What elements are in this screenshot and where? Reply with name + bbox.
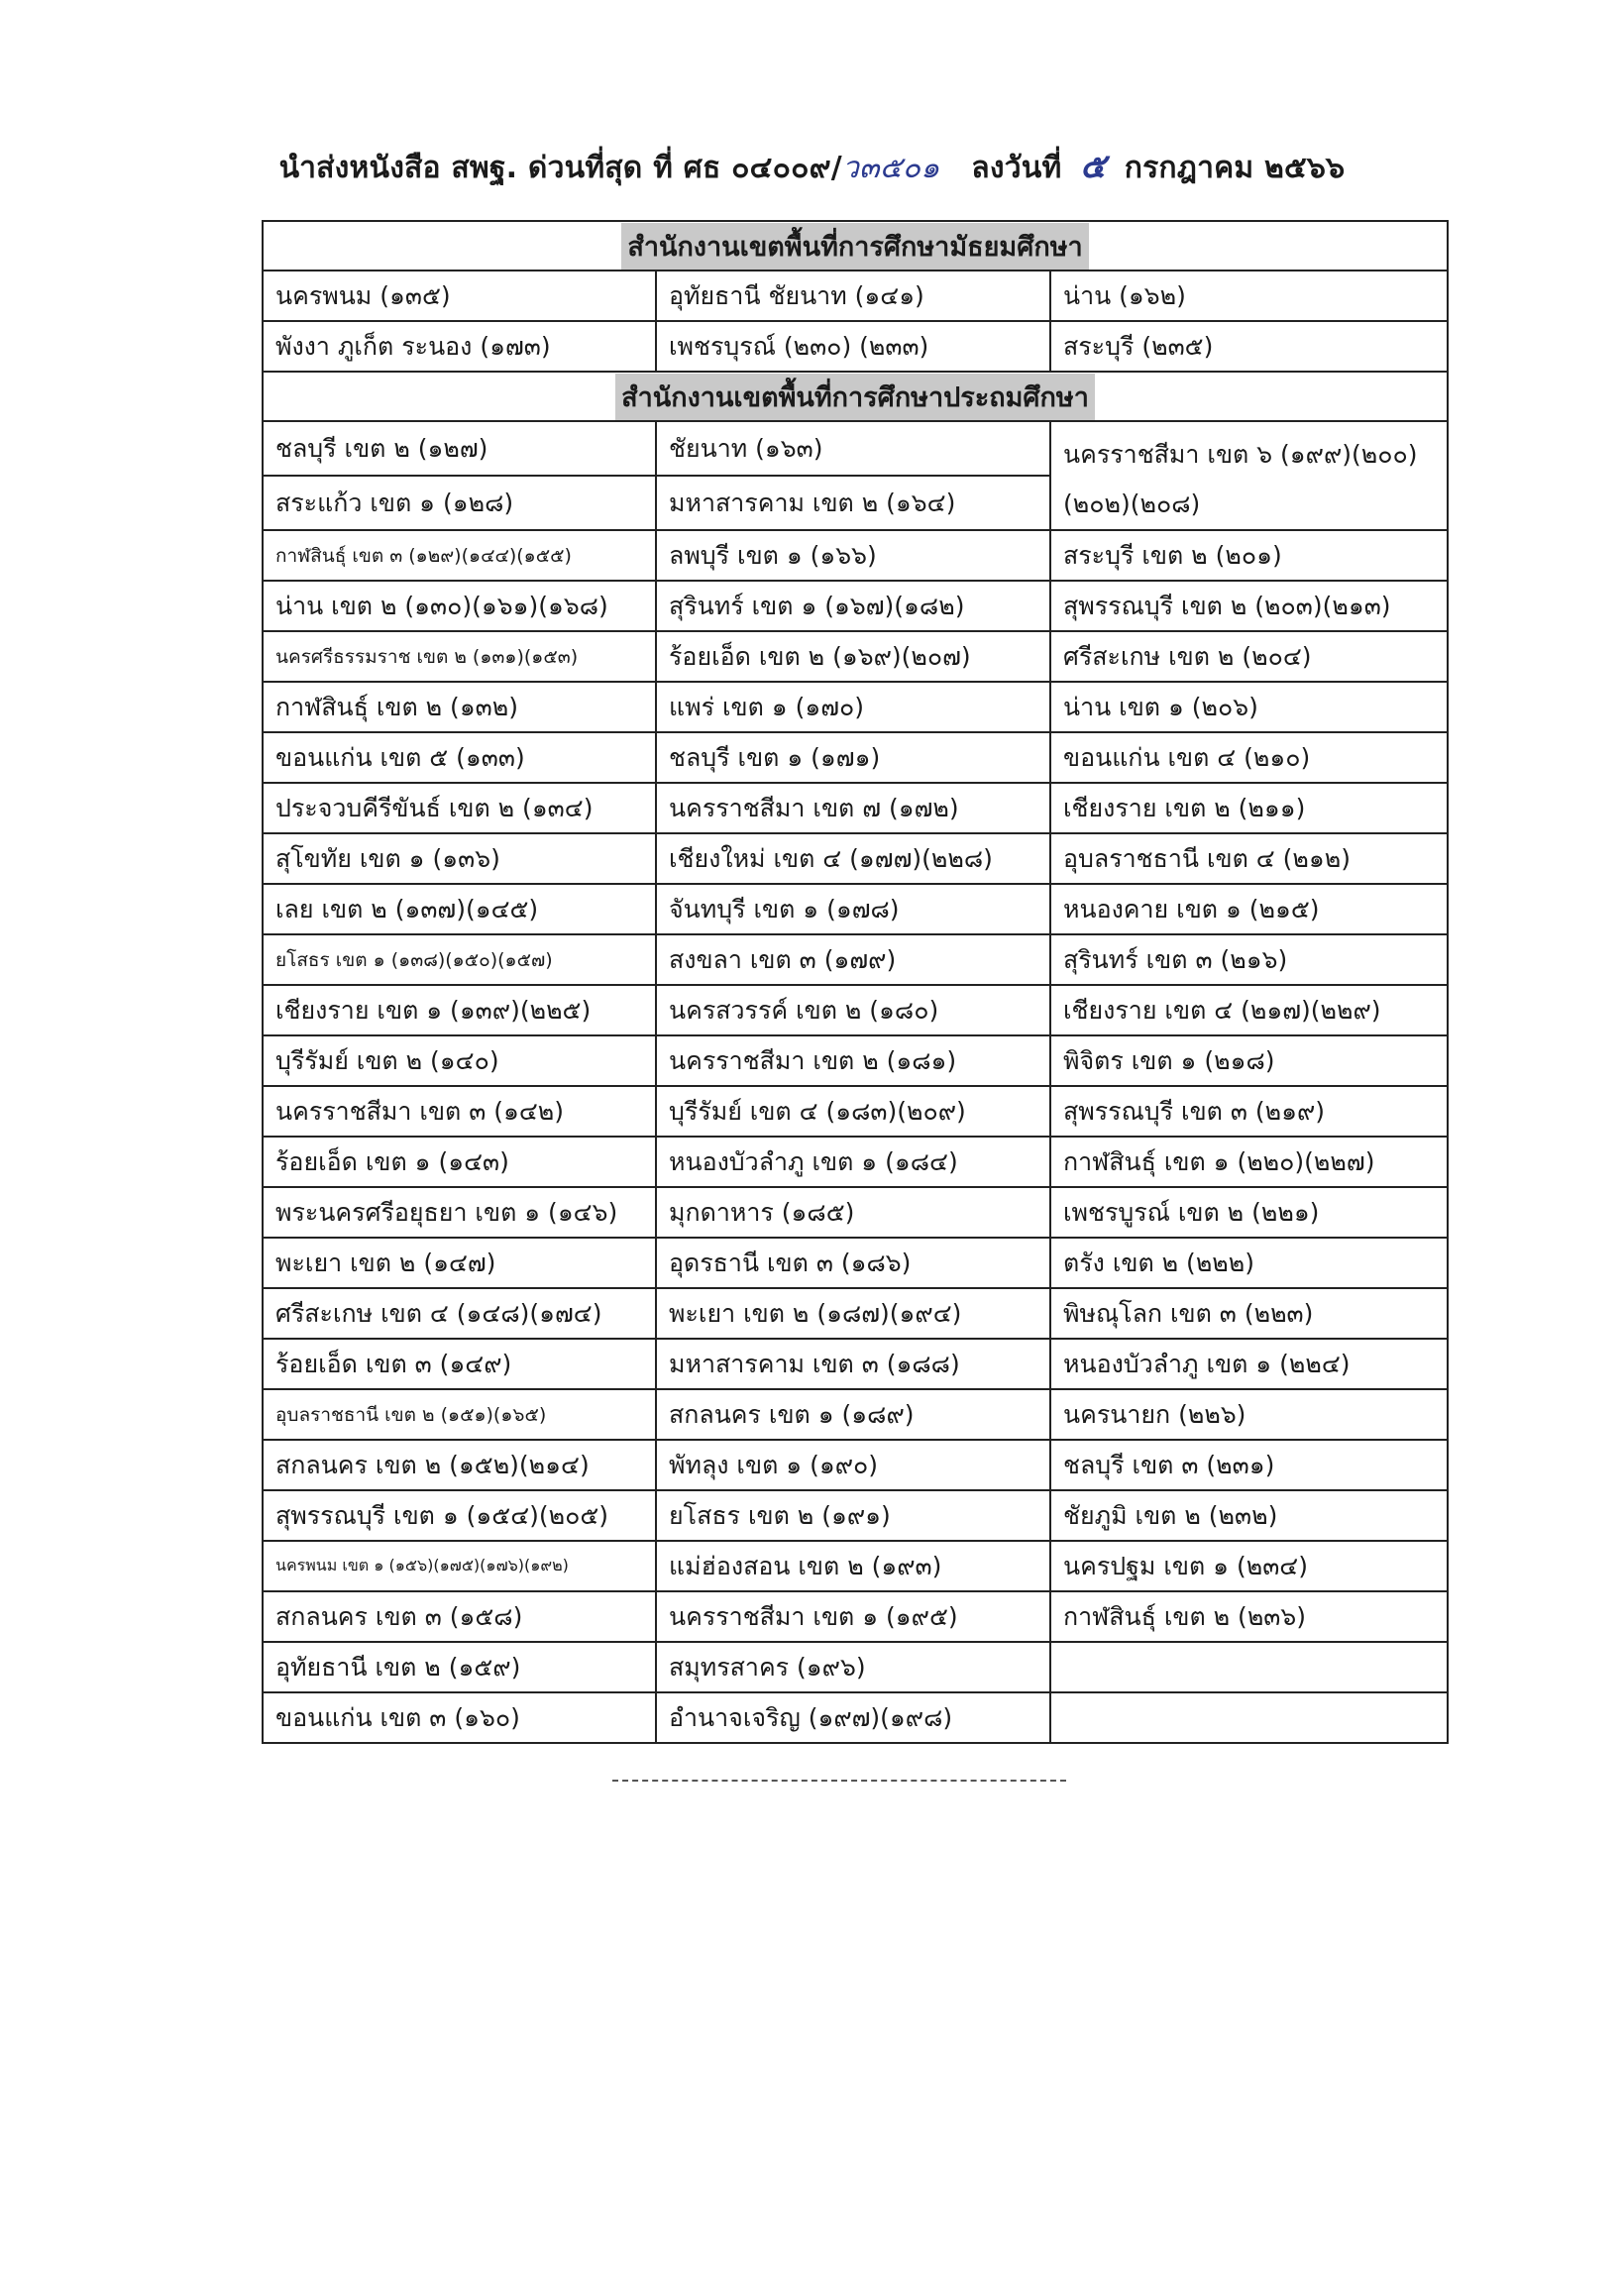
table-cell: เชียงราย เขต ๔ (๒๑๗)(๒๒๙)	[1050, 985, 1448, 1035]
table-cell: สุพรรณบุรี เขต ๑ (๑๕๔)(๒๐๕)	[263, 1490, 656, 1541]
table-row	[263, 1692, 1448, 1743]
table-cell: น่าน เขต ๒ (๑๓๐)(๑๖๑)(๑๖๘)	[263, 581, 656, 631]
table-cell: ชลบุรี เขต ๑ (๑๗๑)	[656, 732, 1050, 783]
table-row	[263, 631, 1448, 682]
table-row	[263, 1541, 1448, 1591]
table-cell: ศรีสะเกษ เขต ๒ (๒๐๔)	[1050, 631, 1448, 682]
table-cell: สุรินทร์ เขต ๑ (๑๖๗)(๑๘๒)	[656, 581, 1050, 631]
table-cell: นครสวรรค์ เขต ๒ (๑๘๐)	[656, 985, 1050, 1035]
table-cell: นครราชสีมา เขต ๓ (๑๔๒)	[263, 1086, 656, 1137]
table-cell: ตรัง เขต ๒ (๒๒๒)	[1050, 1238, 1448, 1288]
title-prefix: นำส่งหนังสือ สพฐ. ด่วนที่สุด ที่ ศธ ๐๔๐๐๙/	[278, 151, 842, 185]
table-row	[263, 1339, 1448, 1389]
table-cell: เชียงราย เขต ๑ (๑๓๙)(๒๒๕)	[263, 985, 656, 1035]
table-cell: พิษณุโลก เขต ๓ (๒๒๓)	[1050, 1288, 1448, 1339]
table-row	[263, 732, 1448, 783]
table-cell: ชลบุรี เขต ๓ (๒๓๑)	[1050, 1440, 1448, 1490]
table-cell: กาฬสินธุ์ เขต ๒ (๒๓๖)	[1050, 1591, 1448, 1642]
table-row	[263, 421, 1448, 476]
table-cell: บุรีรัมย์ เขต ๔ (๑๘๓)(๒๐๙)	[656, 1086, 1050, 1137]
table-cell: เพชรบูรณ์ เขต ๒ (๒๒๑)	[1050, 1187, 1448, 1238]
table-cell: ยโสธร เขต ๒ (๑๙๑)	[656, 1490, 1050, 1541]
table-cell: นครนายก (๒๒๖)	[1050, 1389, 1448, 1440]
table-row	[263, 1642, 1448, 1692]
table-row	[263, 530, 1448, 581]
dashed-divider	[612, 1780, 1066, 1782]
table-row	[263, 271, 1448, 321]
date-label: ลงวันที่	[971, 151, 1062, 185]
table-cell	[1050, 1642, 1448, 1692]
table-cell: สกลนคร เขต ๓ (๑๕๘)	[263, 1591, 656, 1642]
table-cell: แพร่ เขต ๑ (๑๗๐)	[656, 682, 1050, 732]
table-row	[263, 682, 1448, 732]
table-cell: พะเยา เขต ๒ (๑๘๗)(๑๙๔)	[656, 1288, 1050, 1339]
table-cell: นครราชสีมา เขต ๗ (๑๗๒)	[656, 783, 1050, 833]
table-cell: พังงา ภูเก็ต ระนอง (๑๗๓)	[263, 321, 656, 372]
table-cell: อุบลราชธานี เขต ๔ (๒๑๒)	[1050, 833, 1448, 884]
table-row	[263, 321, 1448, 372]
table-row	[263, 1490, 1448, 1541]
table-cell	[1050, 1692, 1448, 1743]
table-cell: ร้อยเอ็ด เขต ๓ (๑๔๙)	[263, 1339, 656, 1389]
primary-body	[263, 530, 1448, 1743]
table-cell: สระบุรี เขต ๒ (๒๐๑)	[1050, 530, 1448, 581]
table-cell: เพชรบุรณ์ (๒๓๐) (๒๓๓)	[656, 321, 1050, 372]
table-cell: สกลนคร เขต ๒ (๑๕๒)(๒๑๔)	[263, 1440, 656, 1490]
table-cell: ยโสธร เขต ๑ (๑๓๘)(๑๕๐)(๑๕๗)	[263, 934, 656, 985]
table-cell: จันทบุรี เขต ๑ (๑๗๘)	[656, 884, 1050, 934]
table-row	[263, 1440, 1448, 1490]
table-row	[263, 783, 1448, 833]
table-cell: ศรีสะเกษ เขต ๔ (๑๔๘)(๑๗๔)	[263, 1288, 656, 1339]
table-cell: นครพนม เขต ๑ (๑๕๖)(๑๗๕)(๑๗๖)(๑๙๒)	[263, 1541, 656, 1591]
table-cell: ลพบุรี เขต ๑ (๑๖๖)	[656, 530, 1050, 581]
table-cell: ชัยนาท (๑๖๓)	[656, 421, 1050, 476]
table-cell: สงขลา เขต ๓ (๑๗๙)	[656, 934, 1050, 985]
table-cell: พิจิตร เขต ๑ (๒๑๘)	[1050, 1035, 1448, 1086]
table-row	[263, 1187, 1448, 1238]
secondary-heading-cell	[263, 221, 1448, 271]
table-row	[263, 581, 1448, 631]
table-cell: ประจวบคีรีขันธ์ เขต ๒ (๑๓๔)	[263, 783, 656, 833]
table-cell: สุพรรณบุรี เขต ๒ (๒๐๓)(๒๑๓)	[1050, 581, 1448, 631]
table-cell: หนองคาย เขต ๑ (๒๑๕)	[1050, 884, 1448, 934]
table-cell: ร้อยเอ็ด เขต ๑ (๑๔๓)	[263, 1137, 656, 1187]
table-cell: อุทัยธานี ชัยนาท (๑๔๑)	[656, 271, 1050, 321]
table-cell: นครพนม (๑๓๕)	[263, 271, 656, 321]
table-row	[263, 934, 1448, 985]
table-cell: สุพรรณบุรี เขต ๓ (๒๑๙)	[1050, 1086, 1448, 1137]
table-row	[263, 833, 1448, 884]
table-cell: พัทลุง เขต ๑ (๑๙๐)	[656, 1440, 1050, 1490]
table-cell: ชลบุรี เขต ๒ (๑๒๗)	[263, 421, 656, 476]
table-cell: สุโขทัย เขต ๑ (๑๓๖)	[263, 833, 656, 884]
table-cell: พระนครศรีอยุธยา เขต ๑ (๑๔๖)	[263, 1187, 656, 1238]
table-cell: สระแก้ว เขต ๑ (๑๒๘)	[263, 476, 656, 530]
primary-heading: สำนักงานเขตพื้นที่การศึกษาประถมศึกษา	[615, 374, 1095, 420]
table-cell: สระบุรี (๒๓๕)	[1050, 321, 1448, 372]
table-cell: อุบลราชธานี เขต ๒ (๑๕๑)(๑๖๕)	[263, 1389, 656, 1440]
table-row	[263, 1238, 1448, 1288]
table-cell: ขอนแก่น เขต ๓ (๑๖๐)	[263, 1692, 656, 1743]
table-row	[263, 1389, 1448, 1440]
table-cell: เชียงใหม่ เขต ๔ (๑๗๗)(๒๒๘)	[656, 833, 1050, 884]
table-cell: อำนาจเจริญ (๑๙๗)(๑๙๘)	[656, 1692, 1050, 1743]
distribution-table	[262, 220, 1449, 1744]
secondary-heading: สำนักงานเขตพื้นที่การศึกษามัธยมศึกษา	[621, 223, 1088, 270]
table-row	[263, 1086, 1448, 1137]
table-cell: เลย เขต ๒ (๑๓๗)(๑๔๕)	[263, 884, 656, 934]
table-cell: กาฬสินธุ์ เขต ๓ (๑๒๙)(๑๔๔)(๑๕๕)	[263, 530, 656, 581]
table-cell: เชียงราย เขต ๒ (๒๑๑)	[1050, 783, 1448, 833]
table-cell: บุรีรัมย์ เขต ๒ (๑๔๐)	[263, 1035, 656, 1086]
table-cell: มหาสารคาม เขต ๓ (๑๘๘)	[656, 1339, 1050, 1389]
table-row	[263, 1288, 1448, 1339]
table-cell: สกลนคร เขต ๑ (๑๘๙)	[656, 1389, 1050, 1440]
table-cell: มุกดาหาร (๑๘๕)	[656, 1187, 1050, 1238]
table-cell: หนองบัวลำภู เขต ๑ (๑๘๔)	[656, 1137, 1050, 1187]
table-cell: ขอนแก่น เขต ๔ (๒๑๐)	[1050, 732, 1448, 783]
table-cell: พะเยา เขต ๒ (๑๔๗)	[263, 1238, 656, 1288]
table-cell: มหาสารคาม เขต ๒ (๑๖๔)	[656, 476, 1050, 530]
table-cell: แม่ฮ่องสอน เขต ๒ (๑๙๓)	[656, 1541, 1050, 1591]
table-row	[263, 1137, 1448, 1187]
table-cell: ชัยภูมิ เขต ๒ (๒๓๒)	[1050, 1490, 1448, 1541]
table-cell: หนองบัวลำภู เขต ๑ (๒๒๔)	[1050, 1339, 1448, 1389]
table-cell: น่าน เขต ๑ (๒๐๖)	[1050, 682, 1448, 732]
table-cell: น่าน (๑๖๒)	[1050, 271, 1448, 321]
section-header-row	[263, 221, 1448, 271]
table-row	[263, 884, 1448, 934]
table-cell: กาฬสินธุ์ เขต ๒ (๑๓๒)	[263, 682, 656, 732]
table-cell: ร้อยเอ็ด เขต ๒ (๑๖๙)(๒๐๗)	[656, 631, 1050, 682]
merged-cell: นครราชสีมา เขต ๖ (๑๙๙)(๒๐๐)(๒๐๒)(๒๐๘)	[1050, 421, 1448, 530]
table-cell: อุทัยธานี เขต ๒ (๑๕๙)	[263, 1642, 656, 1692]
handwritten-day: ๕	[1080, 147, 1107, 186]
handwritten-number: ว๓๕๐๑	[841, 151, 940, 185]
table-cell: อุดรธานี เขต ๓ (๑๘๖)	[656, 1238, 1050, 1288]
table-cell: สมุทรสาคร (๑๙๖)	[656, 1642, 1050, 1692]
table-cell: กาฬสินธุ์ เขต ๑ (๒๒๐)(๒๒๗)	[1050, 1137, 1448, 1187]
table-cell: นครศรีธรรมราช เขต ๒ (๑๓๑)(๑๕๓)	[263, 631, 656, 682]
table-cell: นครปฐม เขต ๑ (๒๓๔)	[1050, 1541, 1448, 1591]
table-cell: นครราชสีมา เขต ๒ (๑๘๑)	[656, 1035, 1050, 1086]
table-cell: ขอนแก่น เขต ๕ (๑๓๓)	[263, 732, 656, 783]
table-row	[263, 1591, 1448, 1642]
table-cell: สุรินทร์ เขต ๓ (๒๑๖)	[1050, 934, 1448, 985]
table-row	[263, 985, 1448, 1035]
table-cell: นครราชสีมา เขต ๑ (๑๙๕)	[656, 1591, 1050, 1642]
document-title	[0, 139, 1624, 192]
section-header-row	[263, 372, 1448, 421]
month-year: กรกฎาคม ๒๕๖๖	[1124, 151, 1346, 185]
primary-heading-cell	[263, 372, 1448, 421]
table-row	[263, 1035, 1448, 1086]
